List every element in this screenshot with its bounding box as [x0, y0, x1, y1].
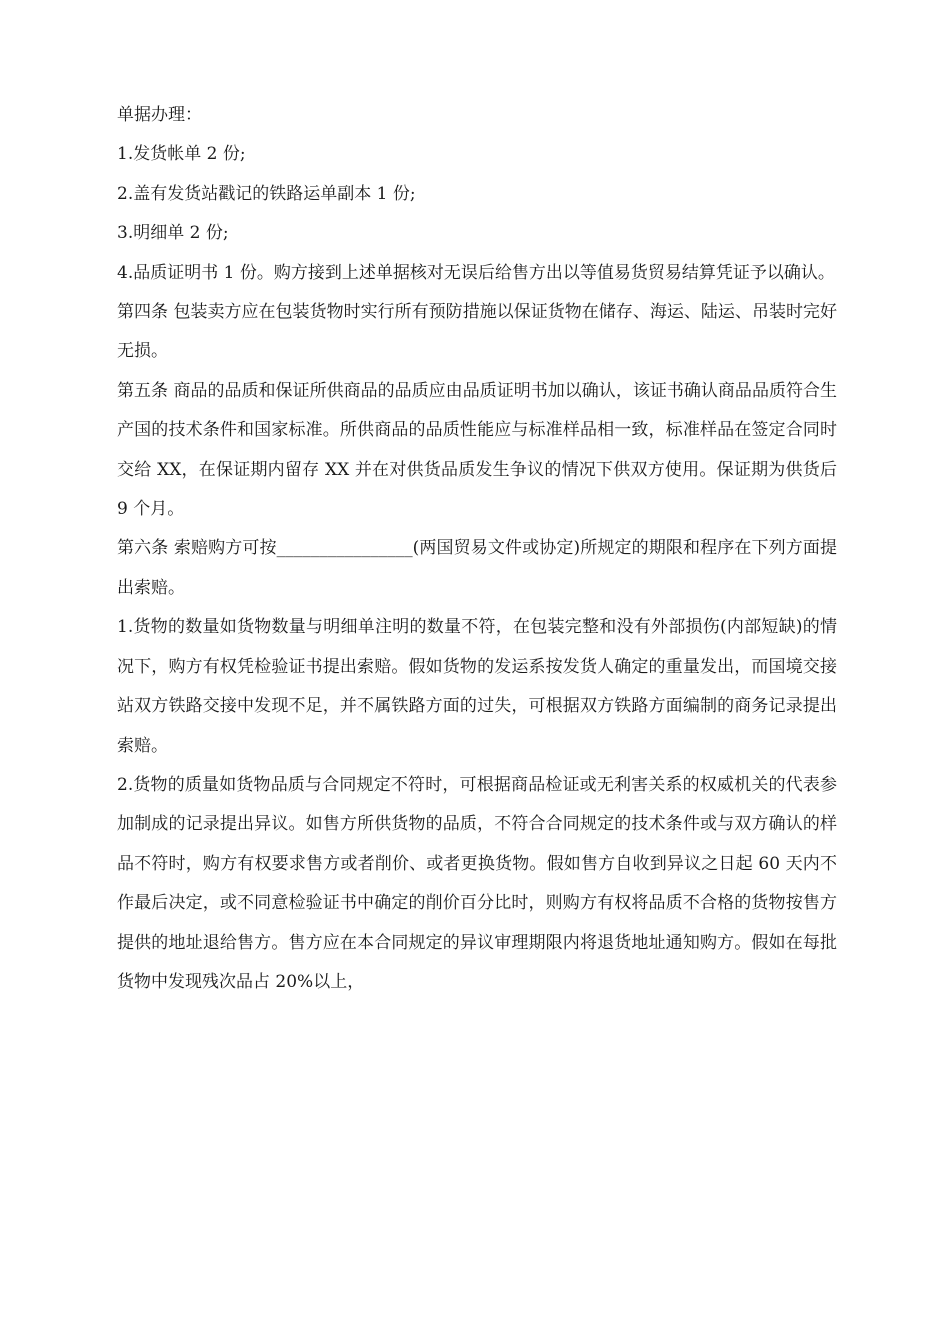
paragraph-claim-quantity: 1.货物的数量如货物数量与明细单注明的数量不符，在包装完整和没有外部损伤(内部短缺)的情况下，购方有权凭检验证书提出索赔。假如货物的发运系按发货人确定的重量发出，而国境交接站双方铁路交接中发现不足，并不属铁路方面的过失，可根据双方铁路方面编制的商务记录提出索赔。	[117, 617, 837, 756]
paragraph-article-6: 第六条 索赔购方可按________________(两国贸易文件或协定)所规定的期限和程序在下列方面提出索赔。	[117, 538, 837, 598]
paragraph-claim-quality: 2.货物的质量如货物品质与合同规定不符时，可根据商品检证或无利害关系的权威机关的代表参加制成的记录提出异议。如售方所供货物的品质，不符合合同规定的技术条件或与双方确认的样品不符时，购方有权要求售方或者削价、或者更换货物。假如售方自收到异议之日起 60 天内不作最后决定，或不同意检验证书中确定的削价百分比时，则购方有权将品质不合格的货物按售方提供的地址退给售方。售方应在本合同规定的异议审理期限内将退货地址通知购方。假如在每批货物中发现残次品占 20%以上，	[117, 774, 837, 992]
paragraph-documents-heading: 单据办理：	[117, 105, 202, 125]
paragraph-item-4: 4.品质证明书 1 份。购方接到上述单据核对无误后给售方出以等值易货贸易结算凭证予以确认。	[117, 262, 835, 283]
paragraph-article-5: 第五条 商品的品质和保证所供商品的品质应由品质证明书加以确认，该证书确认商品品质符合生产国的技术条件和国家标准。所供商品的品质性能应与标准样品相一致，标准样品在签定合同时交给 XX，在保证期内留存 XX 并在对供货品质发生争议的情况下供双方使用。保证期为供货后 9 个月。	[117, 380, 837, 520]
paragraph-item-1: 1.发货帐单 2 份;	[117, 144, 246, 165]
paragraph-item-3: 3.明细单 2 份;	[117, 223, 229, 244]
document-body	[117, 96, 837, 1002]
paragraph-item-2: 2.盖有发货站戳记的铁路运单副本 1 份;	[117, 183, 416, 204]
paragraph-article-4: 第四条 包装卖方应在包装货物时实行所有预防措施以保证货物在储存、海运、陆运、吊装时完好无损。	[117, 302, 837, 362]
